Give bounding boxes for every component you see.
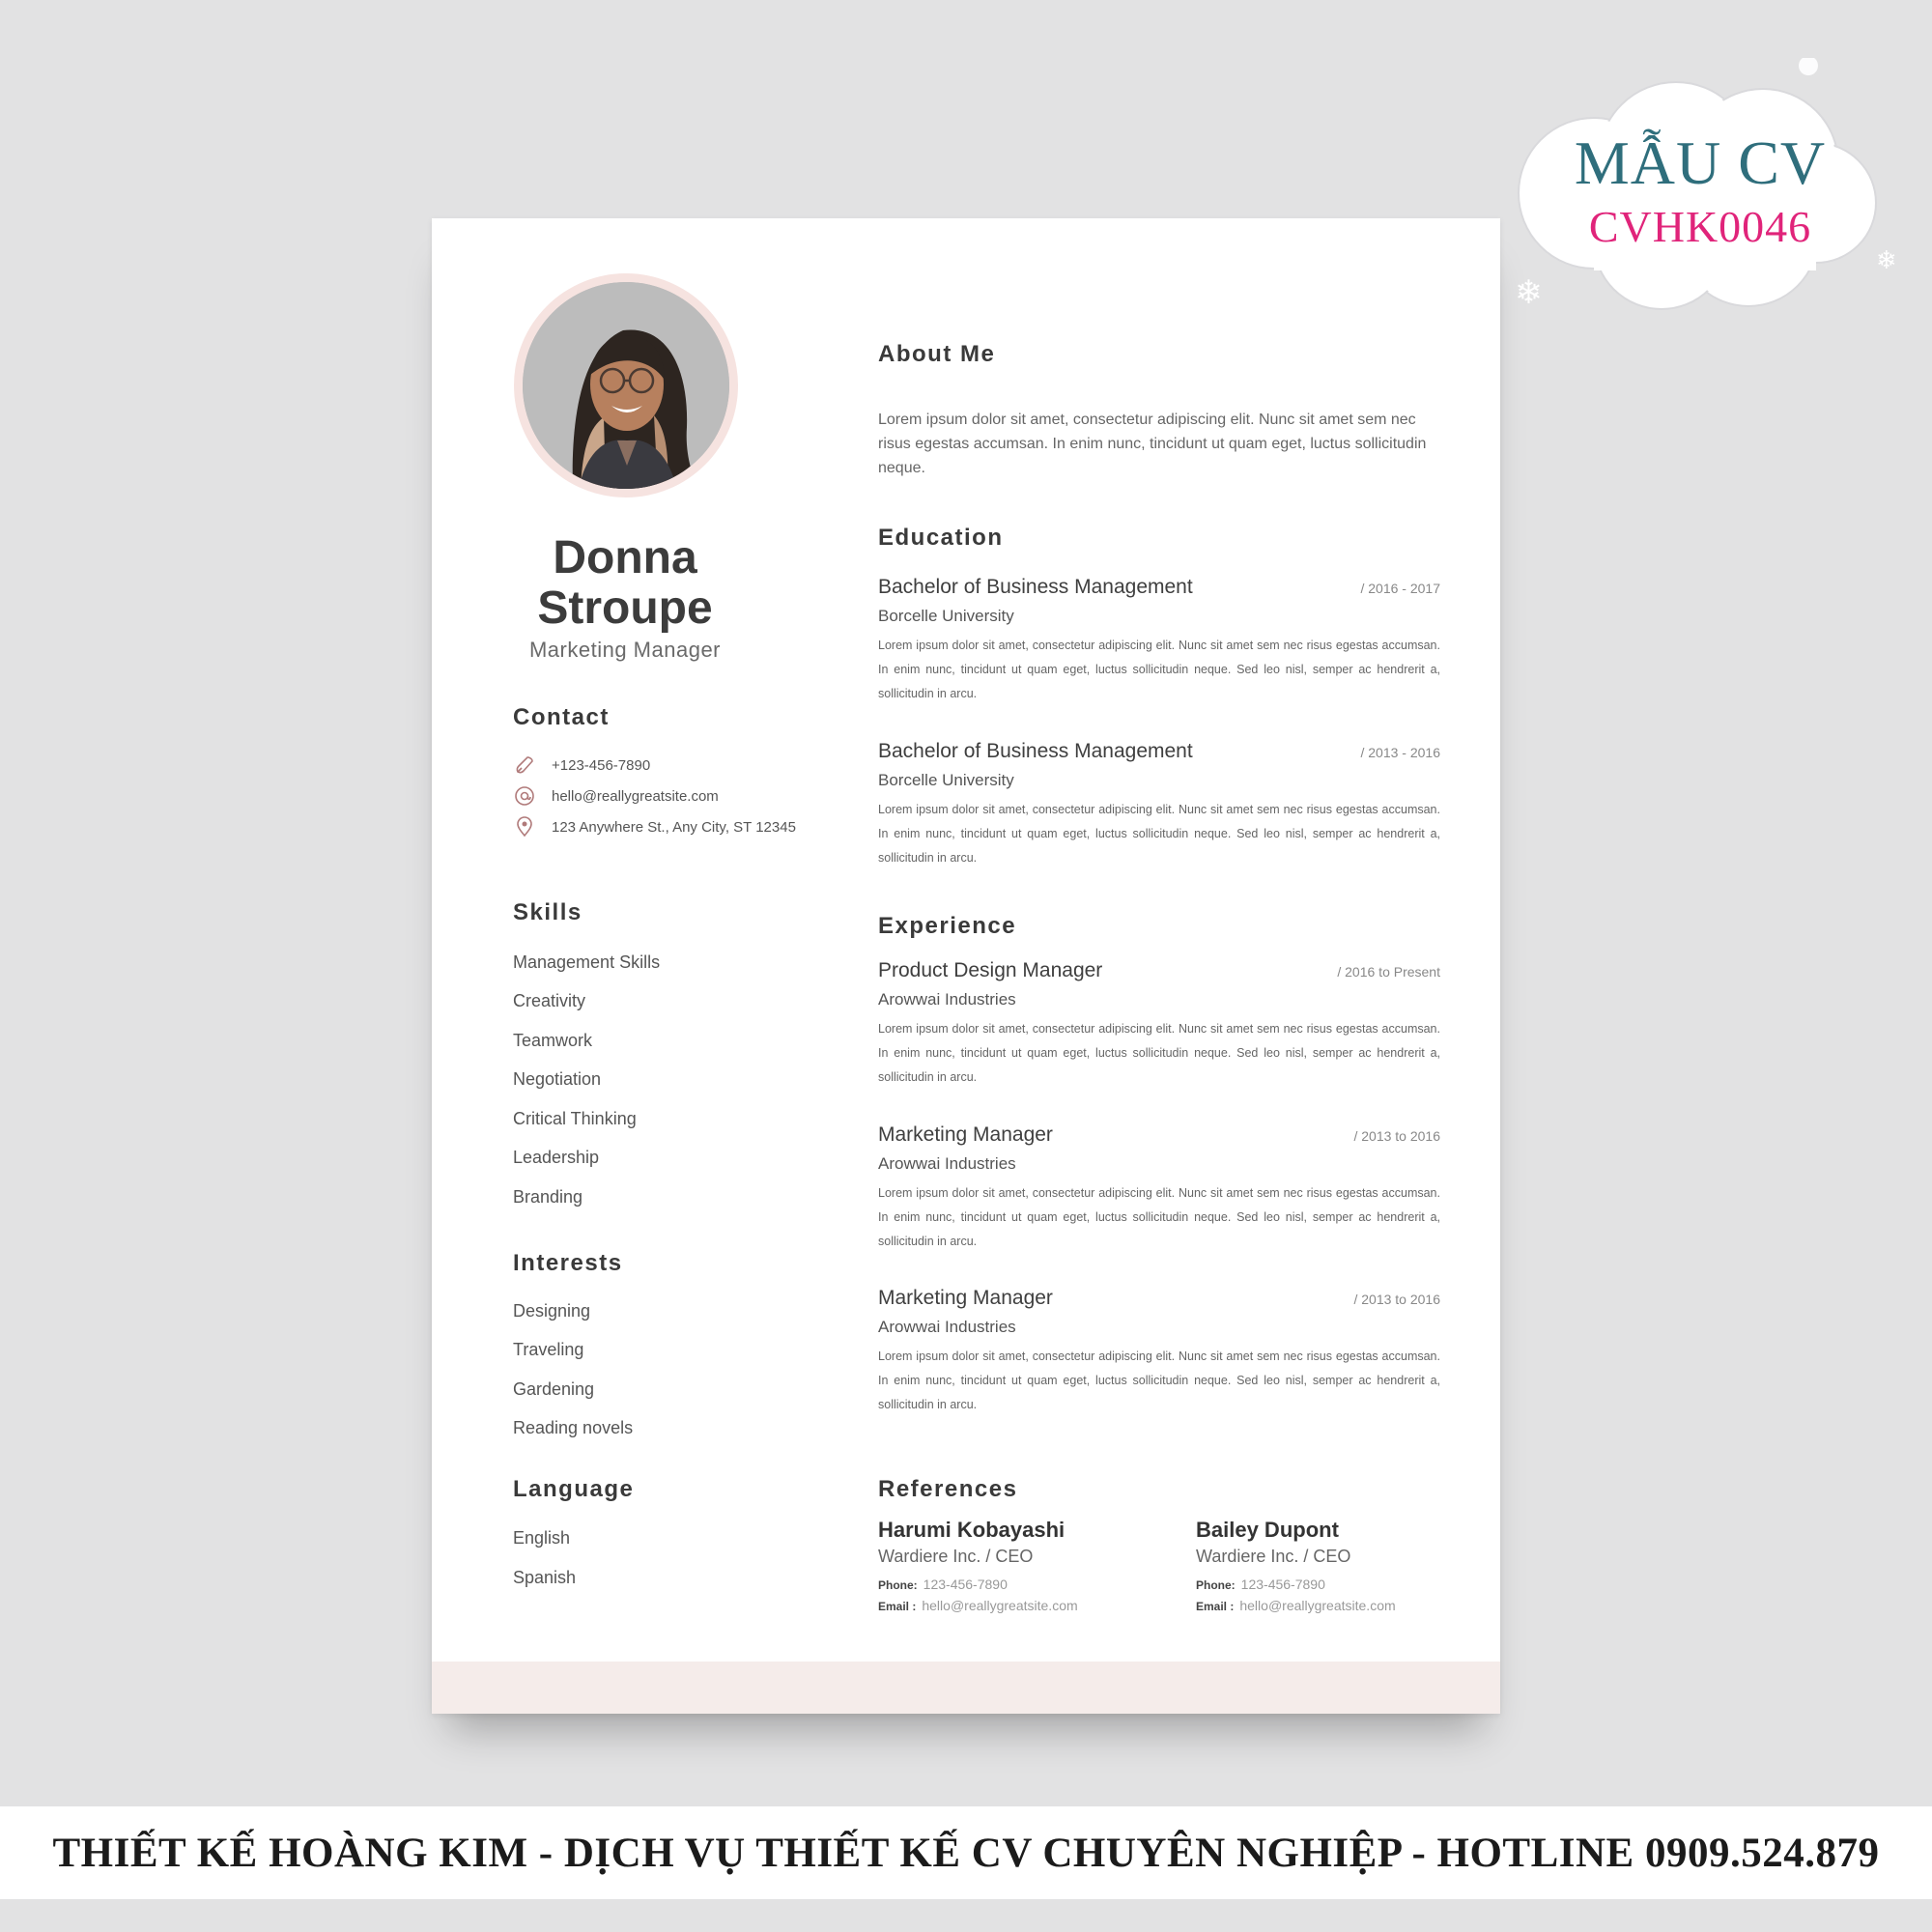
education-heading: Education (878, 525, 1004, 551)
experience-entry (878, 959, 1440, 1090)
entry-date: / 2013 - 2016 (1360, 745, 1440, 760)
banner-text: THIẾT KẾ HOÀNG KIM - DỊCH VỤ THIẾT KẾ CV CHUYÊN NGHIỆP - HOTLINE 0909.524.879 (52, 1830, 1880, 1876)
snowflake-icon: ❄ (1876, 245, 1897, 274)
skill-item: Teamwork (513, 1031, 593, 1050)
contact-heading: Contact (513, 704, 610, 730)
entry-organization: Arowwai Industries (878, 1318, 1016, 1336)
template-badge (1507, 58, 1897, 328)
reference-card (1196, 1518, 1486, 1613)
entry-description: Lorem ipsum dolor sit amet, consectetur adipiscing elit. Nunc sit amet sem nec risus egestas accumsan. In enim nunc, tincidunt ut quam eget, luctus sollicitudin neque. Sed leo nisl, semper ac hendrerit a, sollicitudin in arcu. (878, 1350, 1440, 1411)
skill-item: Branding (513, 1187, 583, 1207)
education-entry (878, 740, 1440, 870)
entry-title: Marketing Manager (878, 1123, 1053, 1146)
interest-item: Designing (513, 1301, 591, 1321)
entry-date: / 2016 to Present (1337, 964, 1440, 980)
entry-date: / 2013 to 2016 (1353, 1128, 1440, 1144)
reference-phone: 123-456-7890 (923, 1577, 1008, 1592)
name-first: Donna (553, 532, 697, 583)
entry-date: / 2013 to 2016 (1353, 1292, 1440, 1307)
entry-date: / 2016 - 2017 (1360, 581, 1440, 596)
entry-description: Lorem ipsum dolor sit amet, consectetur adipiscing elit. Nunc sit amet sem nec risus egestas accumsan. In enim nunc, tincidunt ut quam eget, luctus sollicitudin neque. Sed leo nisl, semper ac hendrerit a, sollicitudin in arcu. (878, 639, 1440, 700)
education-entry (878, 576, 1440, 706)
interest-item: Gardening (513, 1379, 595, 1399)
reference-name: Harumi Kobayashi (878, 1518, 1065, 1542)
reference-email-row (1196, 1598, 1486, 1613)
reference-name: Bailey Dupont (1196, 1518, 1339, 1542)
interests-heading: Interests (513, 1250, 623, 1276)
skill-item: Creativity (513, 991, 586, 1010)
badge-code: CVHK0046 (1588, 202, 1812, 251)
profile-photo-frame (514, 273, 738, 497)
skill-item: Critical Thinking (513, 1109, 637, 1128)
language-item: Spanish (513, 1568, 577, 1587)
phone-icon (513, 753, 536, 777)
reference-email: hello@reallygreatsite.com (922, 1598, 1078, 1613)
entry-description: Lorem ipsum dolor sit amet, consectetur adipiscing elit. Nunc sit amet sem nec risus egestas accumsan. In enim nunc, tincidunt ut quam eget, luctus sollicitudin neque. Sed leo nisl, semper ac hendrerit a, sollicitudin in arcu. (878, 1022, 1440, 1084)
contact-phone-row (513, 753, 650, 777)
entry-description: Lorem ipsum dolor sit amet, consectetur adipiscing elit. Nunc sit amet sem nec risus egestas accumsan. In enim nunc, tincidunt ut quam eget, luctus sollicitudin neque. Sed leo nisl, semper ac hendrerit a, sollicitudin in arcu. (878, 803, 1440, 865)
experience-entry (878, 1123, 1440, 1254)
reference-phone-row (1196, 1577, 1486, 1592)
name-last: Stroupe (537, 582, 713, 634)
contact-address: 123 Anywhere St., Any City, ST 12345 (552, 818, 796, 836)
reference-email: hello@reallygreatsite.com (1239, 1598, 1396, 1613)
entry-description: Lorem ipsum dolor sit amet, consectetur adipiscing elit. Nunc sit amet sem nec risus egestas accumsan. In enim nunc, tincidunt ut quam eget, luctus sollicitudin neque. Sed leo nisl, semper ac hendrerit a, sollicitudin in arcu. (878, 1186, 1440, 1248)
candidate-role: Marketing Manager (528, 638, 722, 662)
language-item: English (513, 1528, 571, 1548)
entry-title: Marketing Manager (878, 1287, 1053, 1309)
profile-photo (523, 282, 729, 489)
email-label: Email : (1196, 1600, 1235, 1613)
phone-label: Phone: (1196, 1578, 1236, 1592)
reference-role: Wardiere Inc. / CEO (1196, 1547, 1351, 1566)
badge-title: MẪU CV (1574, 128, 1827, 197)
entry-title: Bachelor of Business Management (878, 576, 1193, 598)
contact-email: hello@reallygreatsite.com (552, 787, 719, 805)
candidate-name (470, 533, 780, 634)
language-heading: Language (513, 1476, 635, 1502)
interest-item: Reading novels (513, 1418, 634, 1437)
entry-organization: Arowwai Industries (878, 990, 1016, 1009)
page-footer-band (432, 1662, 1500, 1714)
skill-item: Management Skills (513, 952, 661, 972)
email-label: Email : (878, 1600, 917, 1613)
references-heading: References (878, 1476, 1018, 1502)
reference-phone-row (878, 1577, 1168, 1592)
interest-item: Traveling (513, 1340, 584, 1359)
contact-address-row (513, 815, 796, 838)
entry-organization: Borcelle University (878, 771, 1014, 789)
entry-organization: Borcelle University (878, 607, 1014, 625)
snowflake-icon: ❄ (1515, 274, 1543, 311)
skill-item: Negotiation (513, 1069, 602, 1089)
reference-card (878, 1518, 1168, 1613)
about-text: Lorem ipsum dolor sit amet, consectetur adipiscing elit. Nunc sit amet sem nec risus egestas accumsan. In enim nunc, tincidunt ut quam eget, luctus sollicitudin neque. (878, 412, 1427, 476)
contact-email-row (513, 784, 719, 808)
entry-organization: Arowwai Industries (878, 1154, 1016, 1173)
skill-item: Leadership (513, 1148, 600, 1167)
reference-role: Wardiere Inc. / CEO (878, 1547, 1034, 1566)
phone-label: Phone: (878, 1578, 918, 1592)
entry-title: Product Design Manager (878, 959, 1103, 981)
reference-phone: 123-456-7890 (1240, 1577, 1325, 1592)
skills-heading: Skills (513, 899, 582, 925)
reference-email-row (878, 1598, 1168, 1613)
location-pin-icon (513, 815, 536, 838)
bottom-banner (0, 1806, 1932, 1899)
experience-heading: Experience (878, 913, 1017, 939)
entry-title: Bachelor of Business Management (878, 740, 1193, 762)
resume-page (432, 218, 1500, 1714)
experience-entry (878, 1287, 1440, 1417)
at-sign-icon (513, 784, 536, 808)
contact-phone: +123-456-7890 (552, 756, 651, 774)
about-heading: About Me (878, 341, 996, 367)
